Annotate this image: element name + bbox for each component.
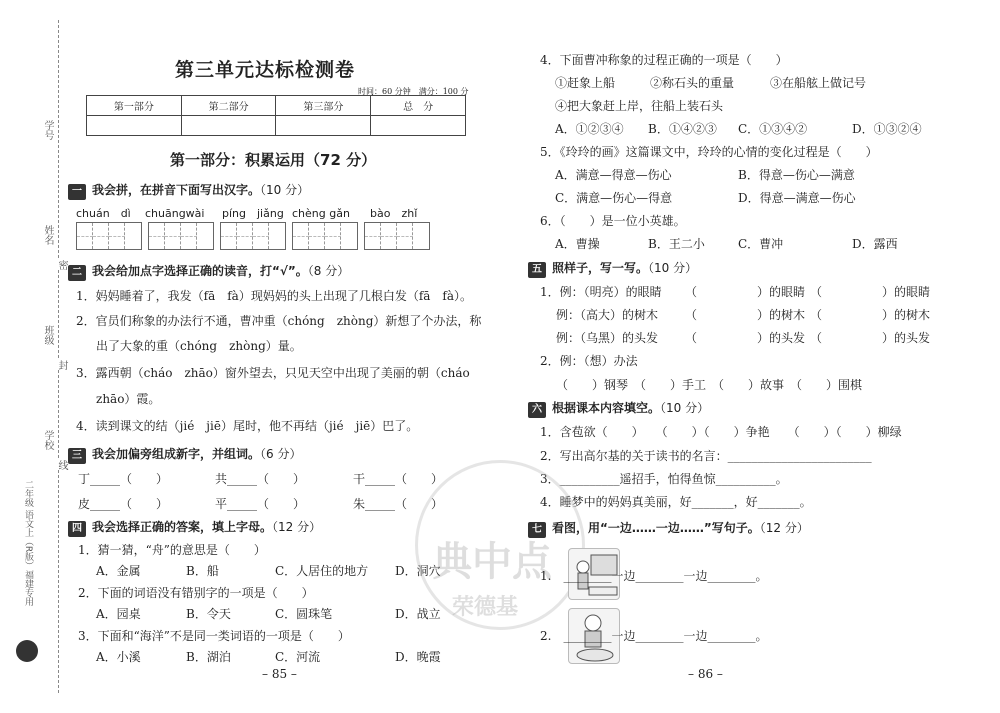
section-score: （6 分） [260,447,302,461]
option[interactable]: D．露西 [852,237,898,251]
watermark-text: 典中点 [432,539,552,585]
section-score: （8 分） [307,264,350,278]
example-line: 例：（高大）的树木 [556,308,659,322]
cut-mark: 线 [56,460,67,470]
option[interactable]: C．圆珠笔 [275,607,333,621]
section-number: 三 [68,448,86,464]
writing-grid[interactable] [220,222,286,250]
section-title: 我会拼，在拼音下面写出汉字。 [92,183,261,197]
section-title: 看图，用“一边……一边……”写句子。 [552,521,760,535]
section-number: 四 [68,521,86,537]
step: ③在船舷上做记号 [770,76,867,90]
section-title: 我会给加点字选择正确的读音，打“√”。 [92,264,308,278]
example-line: 例：（乌黑）的头发 [556,331,659,345]
fill-line[interactable]: 1．含苞欲（ ） （ ）（ ）争艳 （ ）（ ）柳绿 [540,425,902,439]
cut-mark: 封 [56,360,67,370]
section-heading [528,400,709,418]
option[interactable]: D．洞穴 [395,564,441,578]
question-line: 1．妈妈睡着了，我发（fā fà）现妈妈的头上出现了几根白发（fā fà）。 [76,289,473,303]
fill-line[interactable]: 4．睡梦中的妈妈真美丽，好_______，好_______。 [540,495,812,509]
binding-line [58,20,59,693]
option[interactable]: B．湖泊 [186,650,231,664]
section-title: 我会选择正确的答案，填上字母。 [92,520,273,534]
section-score: （10 分） [260,183,310,197]
radical-item[interactable]: 朱_____（ ） [353,497,444,511]
score-header: 第三部分 [276,96,371,116]
fill-blank[interactable]: （ ）的头发 [685,331,806,345]
cut-mark: 密 [56,260,67,270]
pinyin: chuāngwài [145,207,205,220]
option[interactable]: C．满意—伤心—得意 [555,191,673,205]
score-header: 第二部分 [181,96,276,116]
page-title: 第三单元达标检测卷 [175,59,356,81]
option[interactable]: C．①③④② [738,122,808,136]
question-line: 4．读到课文的结（jié jiē）尾时，他不再结（jié jiē）巴了。 [76,419,419,433]
step: ④把大象赶上岸，往船上装石头 [555,99,724,113]
option[interactable]: D．得意—满意—伤心 [738,191,856,205]
fill-blank[interactable]: （ ）的树木 [685,308,806,322]
question-line: zhāo）霞。 [96,392,161,406]
section-title: 根据课本内容填空。 [552,401,661,415]
step: ①赶象上船 [555,76,616,90]
score-cell[interactable] [181,116,276,136]
writing-grid[interactable] [364,222,430,250]
option[interactable]: D．战立 [395,607,441,621]
sidebar-label-school: 学校 [42,430,53,450]
part-title: 第一部分：积累运用（72 分） [170,151,377,169]
question: 2．下面的词语没有错别字的一项是（ ） [78,586,314,600]
section-heading [68,263,349,281]
section-heading [68,182,309,200]
score-header: 总 分 [371,96,466,116]
option[interactable]: B．令天 [186,607,231,621]
option[interactable]: A．满意—得意—伤心 [555,168,672,182]
section-number: 六 [528,402,546,418]
exam-meta: 时间：60 分钟 满分：100 分 [358,87,469,96]
sentence-line[interactable]: 1. ________一边________一边________。 [540,569,768,583]
mascot-icon [16,640,38,662]
fill-blank[interactable]: （ ）的头发 [810,331,931,345]
option[interactable]: A．①②③④ [555,122,624,136]
question: 6．（ ）是一位小英雄。 [540,214,686,228]
option[interactable]: A．小溪 [96,650,141,664]
page-number: – 85 – [262,667,297,681]
section-number: 五 [528,262,546,278]
option[interactable]: D．晚霞 [395,650,441,664]
section-heading [68,519,321,537]
fill-blank[interactable]: （ ）钢琴 （ ）手工 （ ）故事 （ ）围棋 [556,378,863,392]
radical-item[interactable]: 干_____（ ） [353,472,444,486]
pinyin: bào zhǐ [370,207,418,220]
question-line: 3．露西朝（cháo zhāo）窗外望去，只见天空中出现了美丽的朝（cháo [76,366,470,380]
radical-item[interactable]: 平_____（ ） [215,497,306,511]
pinyin: chuán dì [76,207,131,220]
option[interactable]: B．王二小 [648,237,705,251]
radical-item[interactable]: 丁_____（ ） [78,472,169,486]
example-line: 2．例：（想）办法 [540,354,638,368]
section-score: （12 分） [759,521,809,535]
question: 4．下面曹冲称象的过程正确的一项是（ ） [540,53,788,67]
page-number: – 86 – [688,667,723,681]
section-title: 照样子，写一写。 [552,261,649,275]
section-heading [528,260,697,278]
option[interactable]: C．人居住的地方 [275,564,369,578]
pinyin: chèng gǎn [292,207,350,220]
option[interactable]: C．曹冲 [738,237,784,251]
section-score: （10 分） [648,261,698,275]
section-heading [528,520,809,538]
writing-grid[interactable] [148,222,214,250]
section-heading [68,446,301,464]
score-cell[interactable] [276,116,371,136]
section-number: 二 [68,265,86,281]
option[interactable]: B．得意—伤心—满意 [738,168,855,182]
question: 5．《玲玲的画》这篇课文中，玲玲的心情的变化过程是（ ） [540,145,878,159]
option[interactable]: C．河流 [275,650,321,664]
writing-grid[interactable] [292,222,358,250]
fill-line[interactable]: 2．写出高尔基的关于读书的名言：________________________ [540,449,872,463]
radical-item[interactable]: 皮_____（ ） [78,497,169,511]
book-label: 二年级 语文上（R版）福建专用 [23,480,33,607]
question: 3．下面和“海洋”不是同一类词语的一项是（ ） [78,629,350,643]
section-score: （10 分） [660,401,710,415]
score-header: 第一部分 [87,96,182,116]
fill-blank[interactable]: （ ）的眼睛 [810,285,931,299]
radical-item[interactable]: 共_____（ ） [215,472,306,486]
fill-line[interactable]: 3．__________遥招手，怕得鱼惊__________。 [540,472,788,486]
example-line: 1．例：（明亮）的眼睛 [540,285,662,299]
section-number: 一 [68,184,86,200]
section-score: （12 分） [272,520,322,534]
score-table [86,95,466,136]
fill-blank[interactable]: （ ）的眼睛 [685,285,806,299]
score-cell[interactable] [371,116,466,136]
section-number: 七 [528,522,546,538]
sentence-line[interactable]: 2. ________一边________一边________。 [540,629,768,643]
pinyin: píng jiǎng [222,207,284,220]
sidebar-label-name: 姓名 [42,225,53,245]
option[interactable]: A．园桌 [96,607,141,621]
question-line: 出了大象的重（chóng zhòng）量。 [96,339,302,353]
option[interactable]: A．金属 [96,564,141,578]
writing-grid[interactable] [76,222,142,250]
option[interactable]: B．①④②③ [648,122,717,136]
question-line: 2．官员们称象的办法行不通，曹冲重（chóng zhòng）新想了个办法，称 [76,314,482,328]
fill-blank[interactable]: （ ）的树木 [810,308,931,322]
option[interactable]: D．①③②④ [852,122,922,136]
option[interactable]: B．船 [186,564,219,578]
option[interactable]: A．曹操 [555,237,600,251]
watermark-text: 荣德基 [452,595,519,620]
question: 1．猜一猜，“舟”的意思是（ ） [78,543,266,557]
section-title: 我会加偏旁组成新字，并组词。 [92,447,261,461]
sidebar-label-id: 学号 [42,120,53,140]
sidebar-label-class: 班级 [42,325,53,345]
step: ②称石头的重量 [650,76,735,90]
score-cell[interactable] [87,116,182,136]
